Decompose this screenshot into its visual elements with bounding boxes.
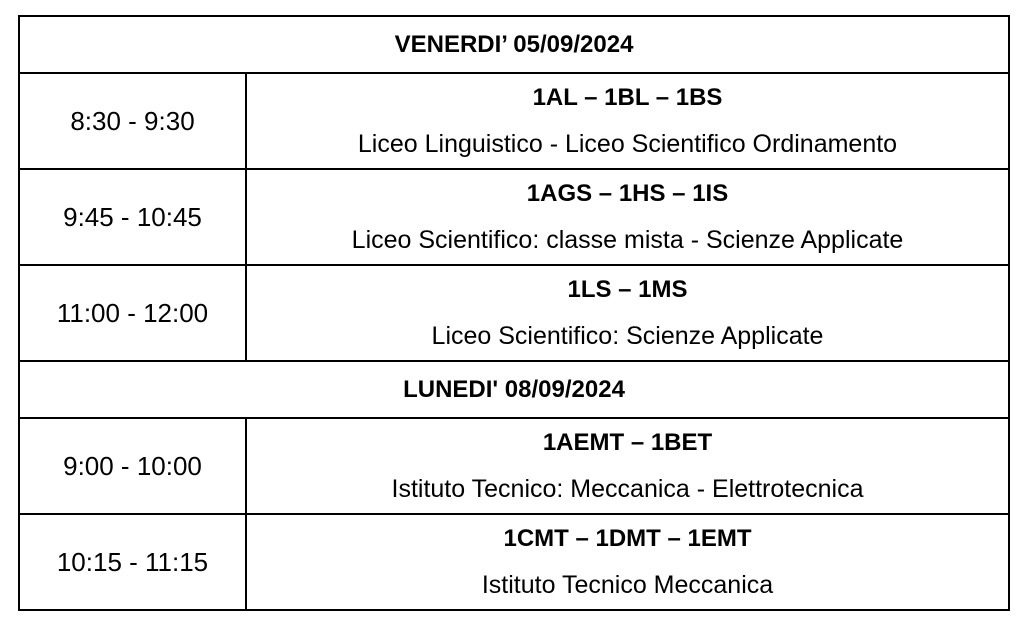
schedule-row [19, 514, 1009, 610]
slot-details [246, 265, 1009, 361]
slot-details [246, 73, 1009, 169]
time-slot: 9:45 - 10:45 [19, 169, 246, 265]
course-name: Istituto Tecnico: Meccanica - Elettrotecnica [391, 475, 864, 503]
time-slot: 10:15 - 11:15 [19, 514, 246, 610]
slot-details [246, 514, 1009, 610]
time-slot: 11:00 - 12:00 [19, 265, 246, 361]
class-list: 1CMT – 1DMT – 1EMT [503, 525, 752, 552]
time-slot: 8:30 - 9:30 [19, 73, 246, 169]
time-slot: 9:00 - 10:00 [19, 418, 246, 514]
class-list: 1LS – 1MS [567, 276, 688, 303]
schedule-row [19, 265, 1009, 361]
day-header-row [19, 361, 1009, 418]
day-header-row [19, 16, 1009, 73]
schedule-table [18, 15, 1010, 611]
course-name: Liceo Scientifico: classe mista - Scienze Applicate [351, 226, 904, 254]
class-list: 1AGS – 1HS – 1IS [526, 180, 729, 207]
course-name: Liceo Scientifico: Scienze Applicate [431, 322, 824, 350]
schedule-row [19, 418, 1009, 514]
day-header: VENERDI’ 05/09/2024 [19, 16, 1009, 73]
course-name: Istituto Tecnico Meccanica [481, 571, 774, 599]
class-list: 1AEMT – 1BET [542, 429, 713, 456]
schedule-row [19, 73, 1009, 169]
day-header: LUNEDI' 08/09/2024 [19, 361, 1009, 418]
slot-details [246, 169, 1009, 265]
slot-details [246, 418, 1009, 514]
schedule-row [19, 169, 1009, 265]
class-list: 1AL – 1BL – 1BS [532, 84, 723, 111]
course-name: Liceo Linguistico - Liceo Scientifico Ordinamento [357, 130, 898, 158]
